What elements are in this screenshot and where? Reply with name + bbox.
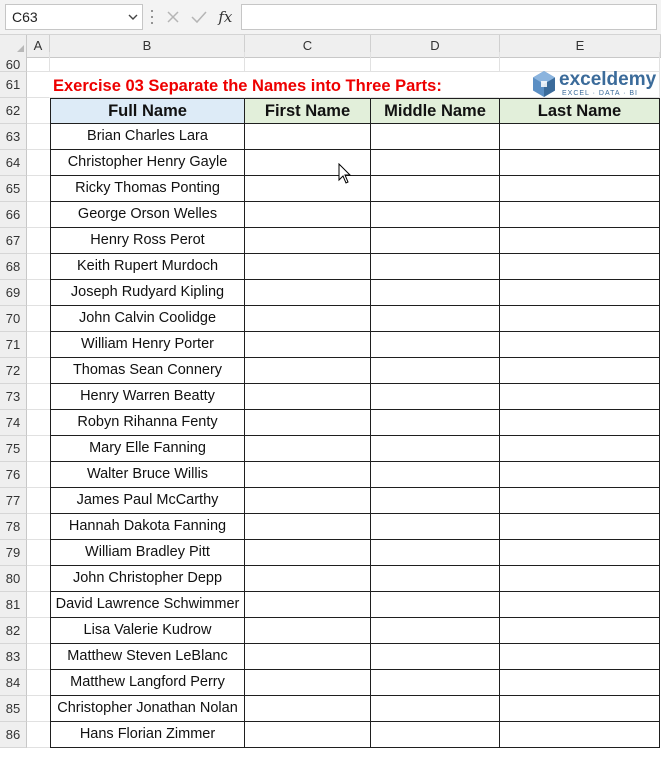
cell[interactable] — [27, 228, 50, 254]
middle-name-cell[interactable] — [371, 306, 500, 332]
full-name-cell[interactable]: David Lawrence Schwimmer — [50, 592, 245, 618]
row-header[interactable]: 75 — [0, 436, 27, 462]
header-full-name[interactable]: Full Name — [50, 98, 245, 124]
middle-name-cell[interactable] — [371, 514, 500, 540]
table-row — [0, 618, 661, 644]
drag-handle-icon[interactable] — [150, 10, 153, 24]
table-row — [0, 124, 661, 150]
full-name-cell[interactable]: William Henry Porter — [50, 332, 245, 358]
first-name-cell[interactable] — [245, 306, 371, 332]
row-header[interactable]: 64 — [0, 150, 27, 176]
first-name-cell[interactable] — [245, 644, 371, 670]
table-row — [0, 280, 661, 306]
cell[interactable] — [27, 306, 50, 332]
last-name-cell[interactable] — [500, 332, 660, 358]
first-name-cell[interactable] — [245, 124, 371, 150]
table-header-row — [0, 98, 661, 124]
table-row — [0, 202, 661, 228]
cell[interactable] — [27, 592, 50, 618]
middle-name-cell[interactable] — [371, 644, 500, 670]
middle-name-cell[interactable] — [371, 280, 500, 306]
first-name-cell[interactable] — [245, 540, 371, 566]
table-row — [0, 670, 661, 696]
last-name-cell[interactable] — [500, 410, 660, 436]
first-name-cell[interactable] — [245, 592, 371, 618]
first-name-cell[interactable] — [245, 488, 371, 514]
row-header[interactable]: 84 — [0, 670, 27, 696]
full-name-cell[interactable]: Matthew Steven LeBlanc — [50, 644, 245, 670]
header-last-name[interactable]: Last Name — [500, 98, 660, 124]
table-row — [0, 566, 661, 592]
exceldemy-logo-icon — [532, 70, 556, 98]
last-name-cell[interactable] — [500, 514, 660, 540]
full-name-cell[interactable]: Lisa Valerie Kudrow — [50, 618, 245, 644]
full-name-cell[interactable]: Christopher Henry Gayle — [50, 150, 245, 176]
first-name-cell[interactable] — [245, 566, 371, 592]
row-header[interactable]: 61 — [0, 72, 27, 98]
middle-name-cell[interactable] — [371, 228, 500, 254]
table-row — [0, 644, 661, 670]
cell[interactable] — [245, 52, 371, 72]
first-name-cell[interactable] — [245, 176, 371, 202]
middle-name-cell[interactable] — [371, 488, 500, 514]
cell[interactable] — [27, 514, 50, 540]
middle-name-cell[interactable] — [371, 150, 500, 176]
cell[interactable] — [27, 332, 50, 358]
last-name-cell[interactable] — [500, 618, 660, 644]
cell[interactable] — [27, 72, 50, 98]
column-header-c[interactable]: C — [245, 35, 371, 57]
last-name-cell[interactable] — [500, 280, 660, 306]
table-row — [0, 150, 661, 176]
header-middle-name[interactable]: Middle Name — [371, 98, 500, 124]
first-name-cell[interactable] — [245, 228, 371, 254]
column-header-b[interactable]: B — [50, 35, 245, 57]
last-name-cell[interactable] — [500, 358, 660, 384]
full-name-cell[interactable]: George Orson Welles — [50, 202, 245, 228]
full-name-cell[interactable]: William Bradley Pitt — [50, 540, 245, 566]
cell[interactable] — [27, 540, 50, 566]
column-header-e[interactable]: E — [500, 35, 661, 57]
middle-name-cell[interactable] — [371, 202, 500, 228]
middle-name-cell[interactable] — [371, 124, 500, 150]
full-name-cell[interactable]: Hans Florian Zimmer — [50, 722, 245, 748]
mouse-cursor-icon — [338, 163, 352, 185]
last-name-cell[interactable] — [500, 566, 660, 592]
middle-name-cell[interactable] — [371, 462, 500, 488]
row-header[interactable]: 60 — [0, 52, 27, 72]
cell[interactable] — [27, 52, 50, 72]
table-row — [0, 332, 661, 358]
row-header[interactable]: 81 — [0, 592, 27, 618]
middle-name-cell[interactable] — [371, 722, 500, 748]
column-header-a[interactable]: A — [27, 35, 50, 57]
full-name-cell[interactable]: Brian Charles Lara — [50, 124, 245, 150]
row-header[interactable]: 71 — [0, 332, 27, 358]
table-row — [0, 358, 661, 384]
first-name-cell[interactable] — [245, 436, 371, 462]
first-name-cell[interactable] — [245, 358, 371, 384]
cancel-icon[interactable] — [166, 10, 180, 24]
last-name-cell[interactable] — [500, 696, 660, 722]
table-row — [0, 228, 661, 254]
full-name-cell[interactable]: Joseph Rudyard Kipling — [50, 280, 245, 306]
middle-name-cell[interactable] — [371, 410, 500, 436]
table-row — [0, 384, 661, 410]
row-header[interactable]: 62 — [0, 98, 27, 124]
full-name-cell[interactable]: Matthew Langford Perry — [50, 670, 245, 696]
cell[interactable] — [371, 52, 500, 72]
cell[interactable] — [27, 384, 50, 410]
name-box[interactable] — [5, 4, 143, 30]
row-header[interactable]: 79 — [0, 540, 27, 566]
middle-name-cell[interactable] — [371, 670, 500, 696]
full-name-cell[interactable]: John Christopher Depp — [50, 566, 245, 592]
last-name-cell[interactable] — [500, 462, 660, 488]
logo-tagline: EXCEL · DATA · BI — [562, 90, 638, 97]
row-header[interactable]: 86 — [0, 722, 27, 748]
formula-bar-buttons — [160, 4, 238, 30]
last-name-cell[interactable] — [500, 540, 660, 566]
cell[interactable] — [27, 436, 50, 462]
full-name-cell[interactable]: Hannah Dakota Fanning — [50, 514, 245, 540]
first-name-cell[interactable] — [245, 202, 371, 228]
last-name-cell[interactable] — [500, 254, 660, 280]
last-name-cell[interactable] — [500, 228, 660, 254]
cell[interactable] — [27, 124, 50, 150]
last-name-cell[interactable] — [500, 384, 660, 410]
row-header[interactable]: 80 — [0, 566, 27, 592]
full-name-cell[interactable]: Henry Warren Beatty — [50, 384, 245, 410]
row-header[interactable]: 78 — [0, 514, 27, 540]
first-name-cell[interactable] — [245, 670, 371, 696]
cell[interactable] — [27, 150, 50, 176]
last-name-cell[interactable] — [500, 306, 660, 332]
cell[interactable] — [27, 696, 50, 722]
table-row — [0, 254, 661, 280]
enter-check-icon[interactable] — [191, 10, 207, 24]
middle-name-cell[interactable] — [371, 696, 500, 722]
middle-name-cell[interactable] — [371, 254, 500, 280]
exercise-title: Exercise 03 Separate the Names into Three Parts: — [53, 77, 442, 95]
cell[interactable] — [27, 644, 50, 670]
middle-name-cell[interactable] — [371, 358, 500, 384]
row-header[interactable]: 67 — [0, 228, 27, 254]
table-row — [0, 462, 661, 488]
cell[interactable] — [27, 618, 50, 644]
row-header[interactable]: 70 — [0, 306, 27, 332]
full-name-cell[interactable]: James Paul McCarthy — [50, 488, 245, 514]
insert-function-icon[interactable]: fx — [218, 8, 233, 26]
first-name-cell[interactable] — [245, 462, 371, 488]
table-row — [0, 410, 661, 436]
table-row — [0, 722, 661, 748]
table-row — [0, 592, 661, 618]
formula-bar — [0, 0, 661, 35]
last-name-cell[interactable] — [500, 592, 660, 618]
middle-name-cell[interactable] — [371, 540, 500, 566]
middle-name-cell[interactable] — [371, 436, 500, 462]
cell[interactable] — [27, 254, 50, 280]
table-row — [0, 306, 661, 332]
table-row — [0, 540, 661, 566]
first-name-cell[interactable] — [245, 384, 371, 410]
table-row — [0, 488, 661, 514]
cell[interactable] — [27, 462, 50, 488]
full-name-cell[interactable]: Ricky Thomas Ponting — [50, 176, 245, 202]
worksheet-grid — [0, 58, 661, 758]
row-header[interactable]: 73 — [0, 384, 27, 410]
first-name-cell[interactable] — [245, 280, 371, 306]
last-name-cell[interactable] — [500, 436, 660, 462]
chevron-down-icon[interactable] — [128, 13, 138, 21]
row-header[interactable]: 69 — [0, 280, 27, 306]
first-name-cell[interactable] — [245, 696, 371, 722]
full-name-cell[interactable]: Thomas Sean Connery — [50, 358, 245, 384]
full-name-cell[interactable]: Keith Rupert Murdoch — [50, 254, 245, 280]
first-name-cell[interactable] — [245, 150, 371, 176]
last-name-cell[interactable] — [500, 202, 660, 228]
last-name-cell[interactable] — [500, 176, 660, 202]
first-name-cell[interactable] — [245, 514, 371, 540]
row-header[interactable]: 85 — [0, 696, 27, 722]
table-row — [0, 176, 661, 202]
full-name-cell[interactable]: Walter Bruce Willis — [50, 462, 245, 488]
header-first-name[interactable]: First Name — [245, 98, 371, 124]
row-header[interactable]: 74 — [0, 410, 27, 436]
cell[interactable] — [27, 280, 50, 306]
first-name-cell[interactable] — [245, 722, 371, 748]
cell[interactable] — [27, 722, 50, 748]
cell[interactable] — [27, 410, 50, 436]
middle-name-cell[interactable] — [371, 332, 500, 358]
first-name-cell[interactable] — [245, 618, 371, 644]
last-name-cell[interactable] — [500, 722, 660, 748]
row-header[interactable]: 72 — [0, 358, 27, 384]
column-header-d[interactable]: D — [371, 35, 500, 57]
cell[interactable] — [27, 202, 50, 228]
name-box-value: C63 — [12, 9, 38, 25]
table-row — [0, 696, 661, 722]
full-name-cell[interactable]: Henry Ross Perot — [50, 228, 245, 254]
full-name-cell[interactable]: Robyn Rihanna Fenty — [50, 410, 245, 436]
row-header[interactable]: 77 — [0, 488, 27, 514]
row-header[interactable]: 76 — [0, 462, 27, 488]
middle-name-cell[interactable] — [371, 566, 500, 592]
middle-name-cell[interactable] — [371, 592, 500, 618]
cell[interactable] — [50, 52, 245, 72]
cell[interactable] — [27, 488, 50, 514]
cell[interactable] — [27, 358, 50, 384]
row-header[interactable]: 66 — [0, 202, 27, 228]
first-name-cell[interactable] — [245, 332, 371, 358]
first-name-cell[interactable] — [245, 254, 371, 280]
cell[interactable] — [27, 176, 50, 202]
formula-input[interactable] — [241, 4, 657, 30]
cell[interactable] — [27, 98, 50, 124]
full-name-cell[interactable]: Mary Elle Fanning — [50, 436, 245, 462]
middle-name-cell[interactable] — [371, 618, 500, 644]
middle-name-cell[interactable] — [371, 176, 500, 202]
row-header[interactable]: 63 — [0, 124, 27, 150]
middle-name-cell[interactable] — [371, 384, 500, 410]
row-header[interactable]: 68 — [0, 254, 27, 280]
logo-name: exceldemy — [559, 69, 657, 90]
last-name-cell[interactable] — [500, 124, 660, 150]
table-row — [0, 514, 661, 540]
last-name-cell[interactable] — [500, 488, 660, 514]
last-name-cell[interactable] — [500, 670, 660, 696]
cell[interactable] — [27, 566, 50, 592]
first-name-cell[interactable] — [245, 410, 371, 436]
full-name-cell[interactable]: Christopher Jonathan Nolan — [50, 696, 245, 722]
row-header[interactable]: 65 — [0, 176, 27, 202]
row-header[interactable]: 82 — [0, 618, 27, 644]
last-name-cell[interactable] — [500, 150, 660, 176]
table-row — [0, 436, 661, 462]
last-name-cell[interactable] — [500, 644, 660, 670]
full-name-cell[interactable]: John Calvin Coolidge — [50, 306, 245, 332]
cell[interactable] — [27, 670, 50, 696]
row-header[interactable]: 83 — [0, 644, 27, 670]
